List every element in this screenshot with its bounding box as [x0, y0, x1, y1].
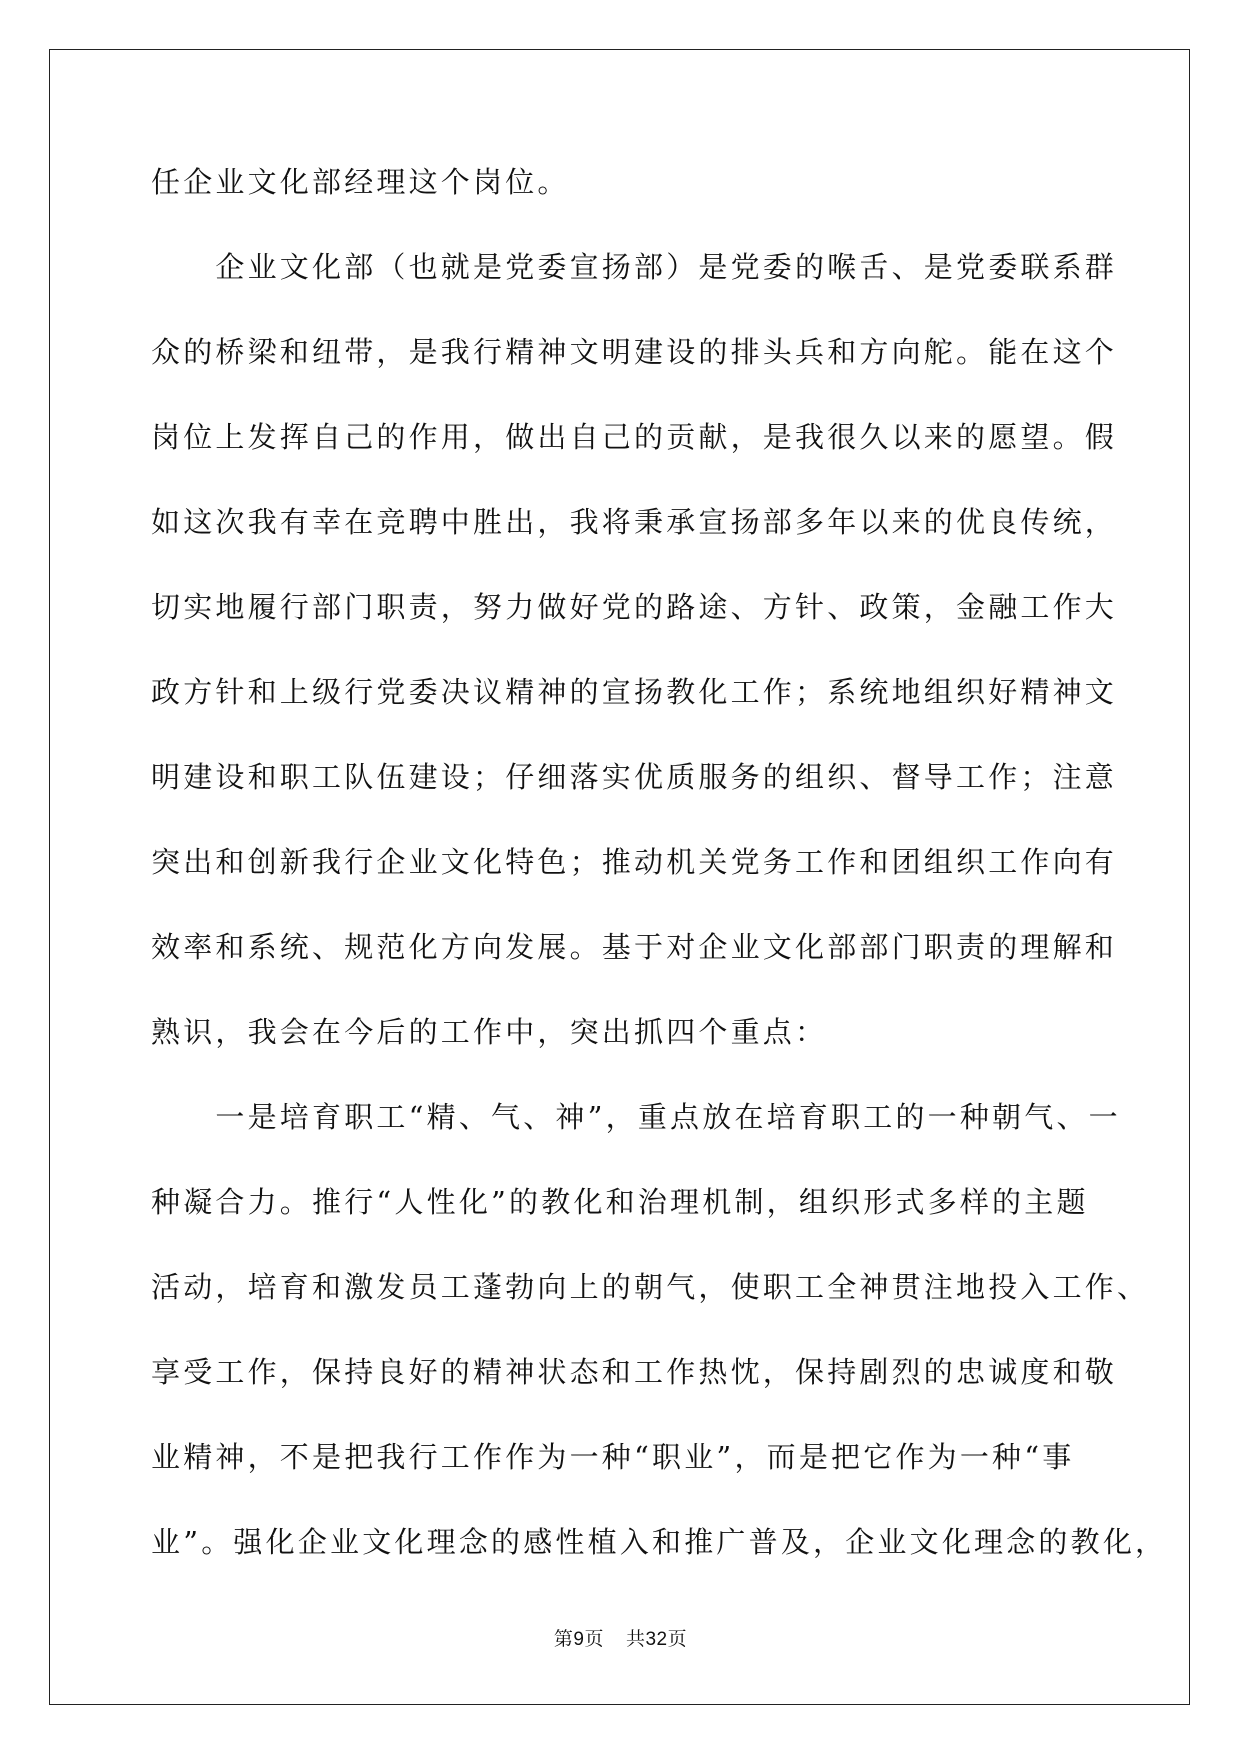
text-line: 政方针和上级行党委决议精神的宣扬教化工作；系统地组织好精神文	[151, 675, 1118, 709]
text-line: 享受工作，保持良好的精神状态和工作热忱，保持剧烈的忠诚度和敬	[151, 1355, 1118, 1389]
text-line: 业精神，不是把我行工作作为一种“职业”，而是把它作为一种“事	[151, 1440, 1075, 1474]
page-suffix: 页	[584, 1628, 604, 1650]
text-line: 种凝合力。推行“人性化”的教化和治理机制，组织形式多样的主题	[151, 1185, 1089, 1219]
total-pages: 32	[645, 1629, 668, 1650]
text-line: 明建设和职工队伍建设；仔细落实优质服务的组织、督导工作；注意	[151, 760, 1118, 794]
text-line: 岗位上发挥自己的作用，做出自己的贡献，是我很久以来的愿望。假	[151, 420, 1118, 454]
text-line: 切实地履行部门职责，努力做好党的路途、方针、政策，金融工作大	[151, 590, 1118, 624]
total-suffix: 页	[667, 1628, 688, 1650]
text-line: 任企业文化部经理这个岗位。	[151, 165, 570, 199]
document-body	[151, 156, 1168, 1601]
text-line: 众的桥梁和纽带，是我行精神文明建设的排头兵和方向舵。能在这个	[151, 335, 1118, 369]
page-number: 9	[573, 1629, 585, 1650]
text-line: 熟识，我会在今后的工作中，突出抓四个重点：	[151, 1015, 828, 1049]
text-line: 业”。强化企业文化理念的感性植入和推广普及，企业文化理念的教化，	[151, 1525, 1168, 1559]
text-line: 突出和创新我行企业文化特色；推动机关党务工作和团组织工作向有	[151, 845, 1118, 879]
total-prefix: 共	[625, 1628, 646, 1650]
text-line: 一是培育职工“精、气、神”，重点放在培育职工的一种朝气、一	[151, 1100, 1121, 1134]
page-footer	[0, 1624, 1241, 1651]
text-line: 效率和系统、规范化方向发展。基于对企业文化部部门职责的理解和	[151, 930, 1118, 964]
text-line: 活动，培育和激发员工蓬勃向上的朝气，使职工全神贯注地投入工作、	[151, 1270, 1150, 1304]
text-line: 如这次我有幸在竞聘中胜出，我将秉承宣扬部多年以来的优良传统，	[151, 505, 1118, 539]
page-prefix: 第	[553, 1628, 574, 1650]
text-line: 企业文化部（也就是党委宣扬部）是党委的喉舌、是党委联系群	[151, 250, 1118, 284]
